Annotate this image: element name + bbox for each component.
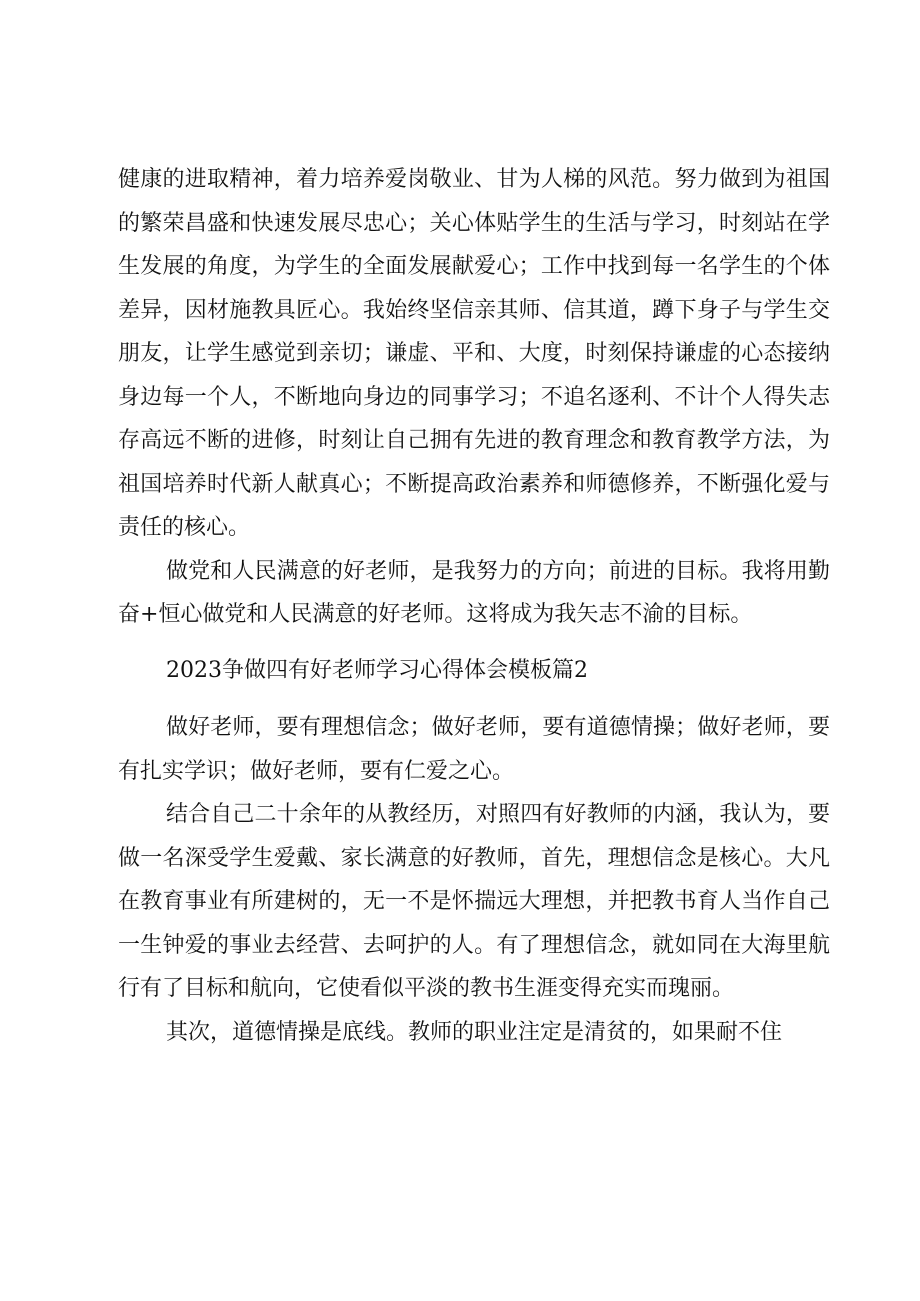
document-body: [118, 158, 830, 1054]
paragraph-four-requirements: 做好老师，要有理想信念；做好老师，要有道德情操；做好老师，要有扎实学识；做好老师，要有仁爱之心。: [118, 715, 830, 784]
paragraph-morality: 其次，道德情操是底线。教师的职业注定是清贫的，如果耐不住: [166, 1019, 783, 1045]
paragraph-experience: 结合自己二十余年的从教经历，对照四有好教师的内涵，我认为，要做一名深受学生爱戴、家长满意的好教师，首先，理想信念是核心。大凡在教育事业有所建树的，无一不是怀揣远大理想，并把教书育人当作自己一生钟爱的事业去经营、去呵护的人。有了理想信念，就如同在大海里航行有了目标和航向，它使看似平淡的教书生涯变得充实而瑰丽。: [118, 802, 830, 1001]
paragraph-goal: 做党和人民满意的好老师，是我努力的方向；前进的目标。我将用勤奋+恒心做党和人民满意的好老师。这将成为我矢志不渝的目标。: [118, 558, 830, 627]
section-heading: 2023争做四有好老师学习心得体会模板篇2: [166, 657, 588, 683]
paragraph-continuation: 健康的进取精神，着力培养爱岗敬业、甘为人梯的风范。努力做到为祖国的繁荣昌盛和快速发展尽忠心；关心体贴学生的生活与学习，时刻站在学生发展的角度，为学生的全面发展献爱心；工作中找到每一名学生的个体差异，因材施教具匠心。我始终坚信亲其师、信其道，蹲下身子与学生交朋友，让学生感觉到亲切；谦虚、平和、大度，时刻保持谦虚的心态接纳身边每一个人，不断地向身边的同事学习；不追名逐利、不计个人得失志存高远不断的进修，时刻让自己拥有先进的教育理念和教育教学方法，为祖国培养时代新人献真心；不断提高政治素养和师德修养，不断强化爱与责任的核心。: [118, 167, 830, 540]
